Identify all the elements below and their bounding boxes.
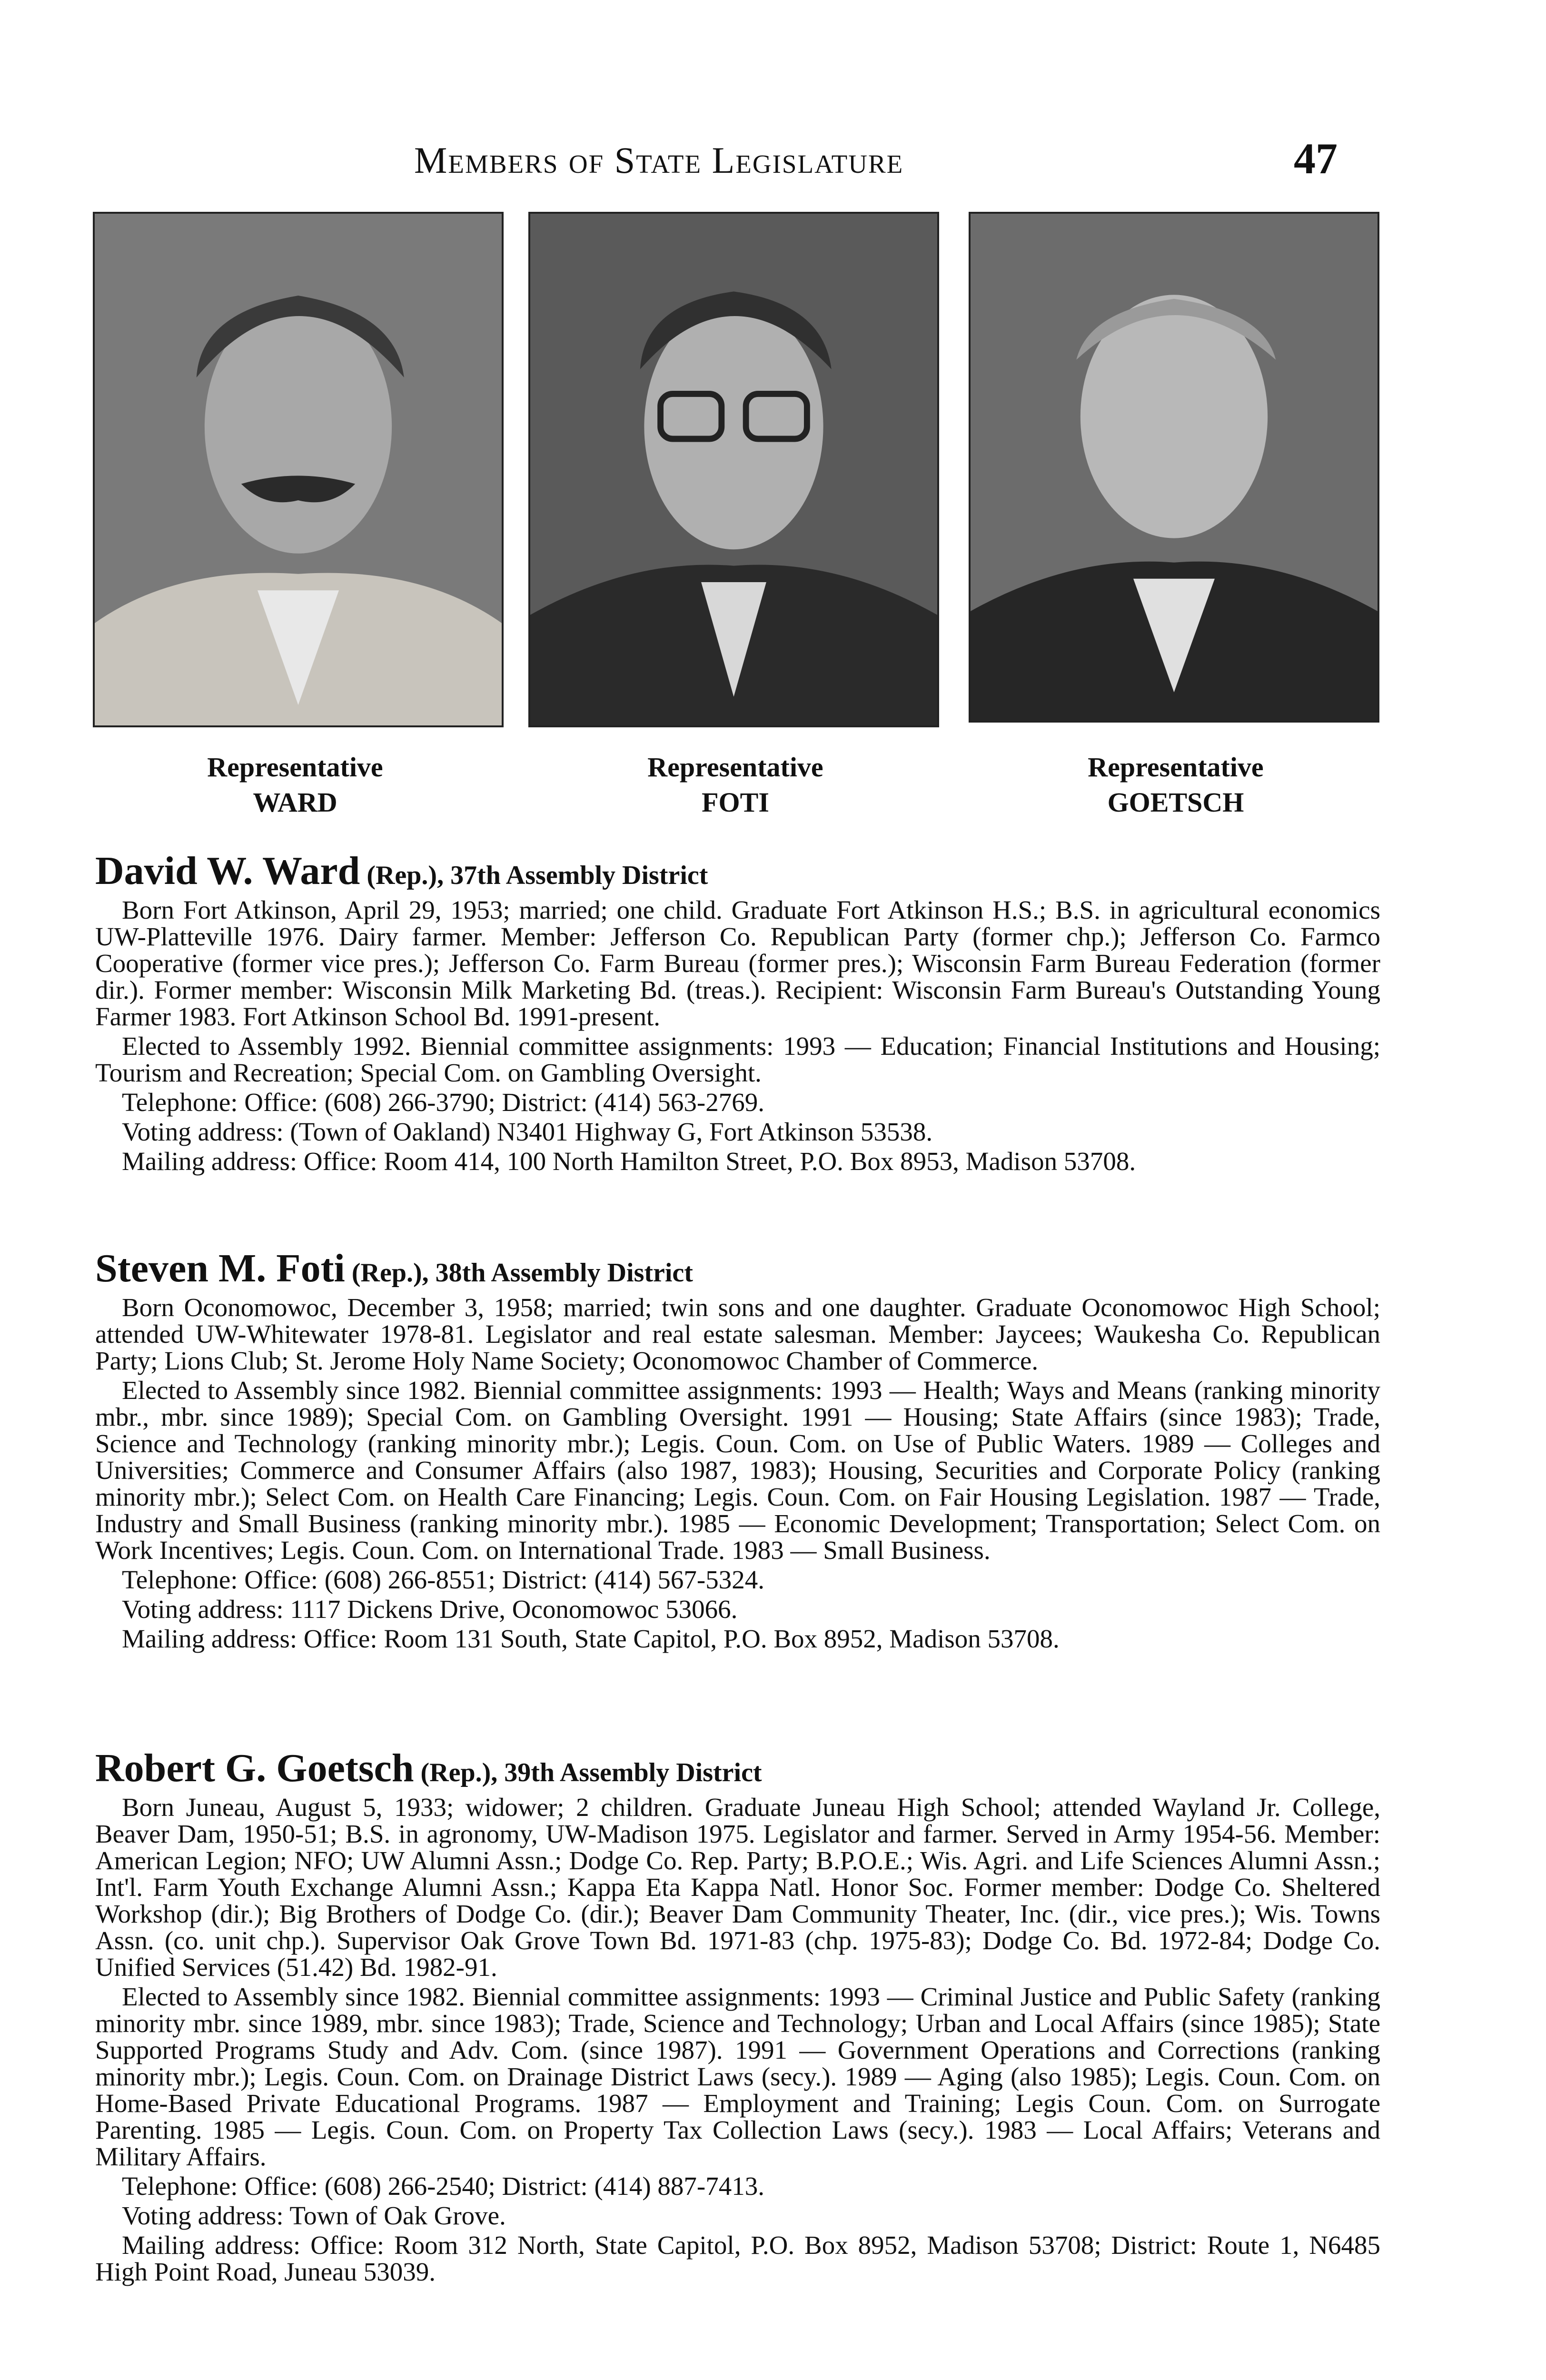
caption-ward: [114, 750, 476, 820]
caption-title: Representative: [647, 752, 823, 783]
caption-title: Representative: [1088, 752, 1264, 783]
caption-title: Representative: [207, 752, 383, 783]
caption-goetsch: [995, 750, 1357, 820]
voting-address: Voting address: (Town of Oakland) N3401 Highway G, Fort Atkinson 53538.: [122, 1117, 933, 1146]
mailing-address: Mailing address: Office: Room 131 South, State Capitol, P.O. Box 8952, Madison 53708.: [122, 1624, 1060, 1653]
caption-foti: [555, 750, 916, 820]
voting-address: Voting address: Town of Oak Grove.: [122, 2201, 506, 2230]
bio-paragraph: Elected to Assembly since 1982. Biennial committee assignments: 1993 — Health; Ways and Means (ranking minority mbr., mbr. since 1989); Special Com. on Gambling Oversight. 1991 — Housing; State Affairs (since 1983); Trade, Science and Technology (ranking minority mbr.); Legis. Coun. Com. on Use of Public Waters. 1989 — Colleges and Universities; Commerce and Consumer Affairs (also 1987, 1983); Housing, Securities and Corporate Policy (ranking minority mbr.); Select Com. on Health Care Financing; Legis. Coun. Com. on Fair Housing Legislation. 1987 — Trade, Industry and Small Business (ranking minority mbr.). 1985 — Economic Development; Transportation; Select Com. on Work Incentives; Legis. Coun. Com. on International Trade. 1983 — Small Business.: [95, 1376, 1380, 1565]
bio-heading: [95, 850, 1380, 897]
portrait-ward: [93, 212, 504, 727]
member-affiliation: (Rep.), 38th Assembly District: [351, 1258, 693, 1288]
bio-heading: [95, 1247, 1380, 1294]
voting-address: Voting address: 1117 Dickens Drive, Oconomowoc 53066.: [122, 1595, 738, 1624]
portrait-goetsch: [969, 212, 1379, 723]
caption-name: WARD: [253, 787, 337, 818]
running-header-title: Members of State Legislature: [414, 139, 904, 181]
telephone: Telephone: Office: (608) 266-2540; District: (414) 887-7413.: [122, 2172, 764, 2201]
portrait-foti: [528, 212, 939, 727]
mailing-address: Mailing address: Office: Room 414, 100 North Hamilton Street, P.O. Box 8953, Madison 53708.: [122, 1147, 1136, 1176]
bio-paragraph: Elected to Assembly 1992. Biennial committee assignments: 1993 — Education; Financial Institutions and Housing; Tourism and Recreation; Special Com. on Gambling Oversight.: [95, 1031, 1380, 1087]
telephone: Telephone: Office: (608) 266-8551; District: (414) 567-5324.: [122, 1565, 764, 1594]
telephone: Telephone: Office: (608) 266-3790; District: (414) 563-2769.: [122, 1088, 764, 1117]
mailing-address: Mailing address: Office: Room 312 North, State Capitol, P.O. Box 8952, Madison 53708; District: Route 1, N6485 High Point Road, Juneau 53039.: [95, 2231, 1380, 2286]
bio-foti: [95, 1247, 1380, 1655]
bio-heading: [95, 1747, 1380, 1794]
bio-paragraph: Born Juneau, August 5, 1933; widower; 2 children. Graduate Juneau High School; attended Wayland Jr. College, Beaver Dam, 1950-51; B.S. in agronomy, UW-Madison 1975. Legislator and farmer. Served in Army 1954-56. Member: American Legion; NFO; UW Alumni Assn.; Dodge Co. Rep. Party; B.P.O.E.; Wis. Agri. and Life Sciences Alumni Assn.; Int'l. Farm Youth Exchange Alumni Assn.; Kappa Eta Kappa Natl. Honor Soc. Former member: Dodge Co. Sheltered Workshop (dir.); Big Brothers of Dodge Co. (dir.); Beaver Dam Community Theater, Inc. (dir., vice pres.); Wis. Towns Assn. (co. unit chp.). Supervisor Oak Grove Town Bd. 1971-83 (chp. 1975-83); Dodge Co. Bd. 1972-84; Dodge Co. Unified Services (51.42) Bd. 1982-91.: [95, 1793, 1380, 1982]
caption-name: FOTI: [702, 787, 769, 818]
bio-paragraph: Elected to Assembly since 1982. Biennial committee assignments: 1993 — Criminal Justice and Public Safety (ranking minority mbr. since 1989, mbr. since 1983); Trade, Science and Technology; Urban and Local Affairs (since 1985); State Supported Programs Study and Adv. Com. (since 1987). 1991 — Government Operations and Corrections (ranking minority mbr.); Legis. Coun. Com. on Drainage District Laws (secy.). 1989 — Aging (also 1985); Legis. Coun. Com. on Home-Based Private Educational Programs. 1987 — Employment and Training; Legis Coun. Com. on Surrogate Parenting. 1985 — Legis. Coun. Com. on Property Tax Collection Laws (secy.). 1983 — Local Affairs; Veterans and Military Affairs.: [95, 1982, 1380, 2171]
member-name: Robert G. Goetsch: [95, 1746, 414, 1790]
bio-ward: [95, 850, 1380, 1178]
member-name: David W. Ward: [95, 849, 360, 893]
bio-goetsch: [95, 1747, 1380, 2288]
member-affiliation: (Rep.), 37th Assembly District: [367, 861, 708, 890]
bio-paragraph: Born Fort Atkinson, April 29, 1953; married; one child. Graduate Fort Atkinson H.S.; B.S. in agricultural economics UW-Platteville 1976. Dairy farmer. Member: Jefferson Co. Republican Party (former chp.); Jefferson Co. Farmco Cooperative (former vice pres.); Jefferson Co. Farm Bureau (former pres.); Wisconsin Farm Bureau Federation (former dir.). Former member: Wisconsin Milk Marketing Bd. (treas.). Recipient: Wisconsin Farm Bureau's Outstanding Young Farmer 1983. Fort Atkinson School Bd. 1991-present.: [95, 895, 1380, 1031]
member-name: Steven M. Foti: [95, 1246, 345, 1290]
member-affiliation: (Rep.), 39th Assembly District: [420, 1758, 762, 1787]
bio-paragraph: Born Oconomowoc, December 3, 1958; married; twin sons and one daughter. Graduate Oconomowoc High School; attended UW-Whitewater 1978-81. Legislator and real estate salesman. Member: Jaycees; Waukesha Co. Republican Party; Lions Club; St. Jerome Holy Name Society; Oconomowoc Chamber of Commerce.: [95, 1293, 1380, 1375]
page-number: 47: [1294, 134, 1338, 183]
caption-name: GOETSCH: [1107, 787, 1244, 818]
